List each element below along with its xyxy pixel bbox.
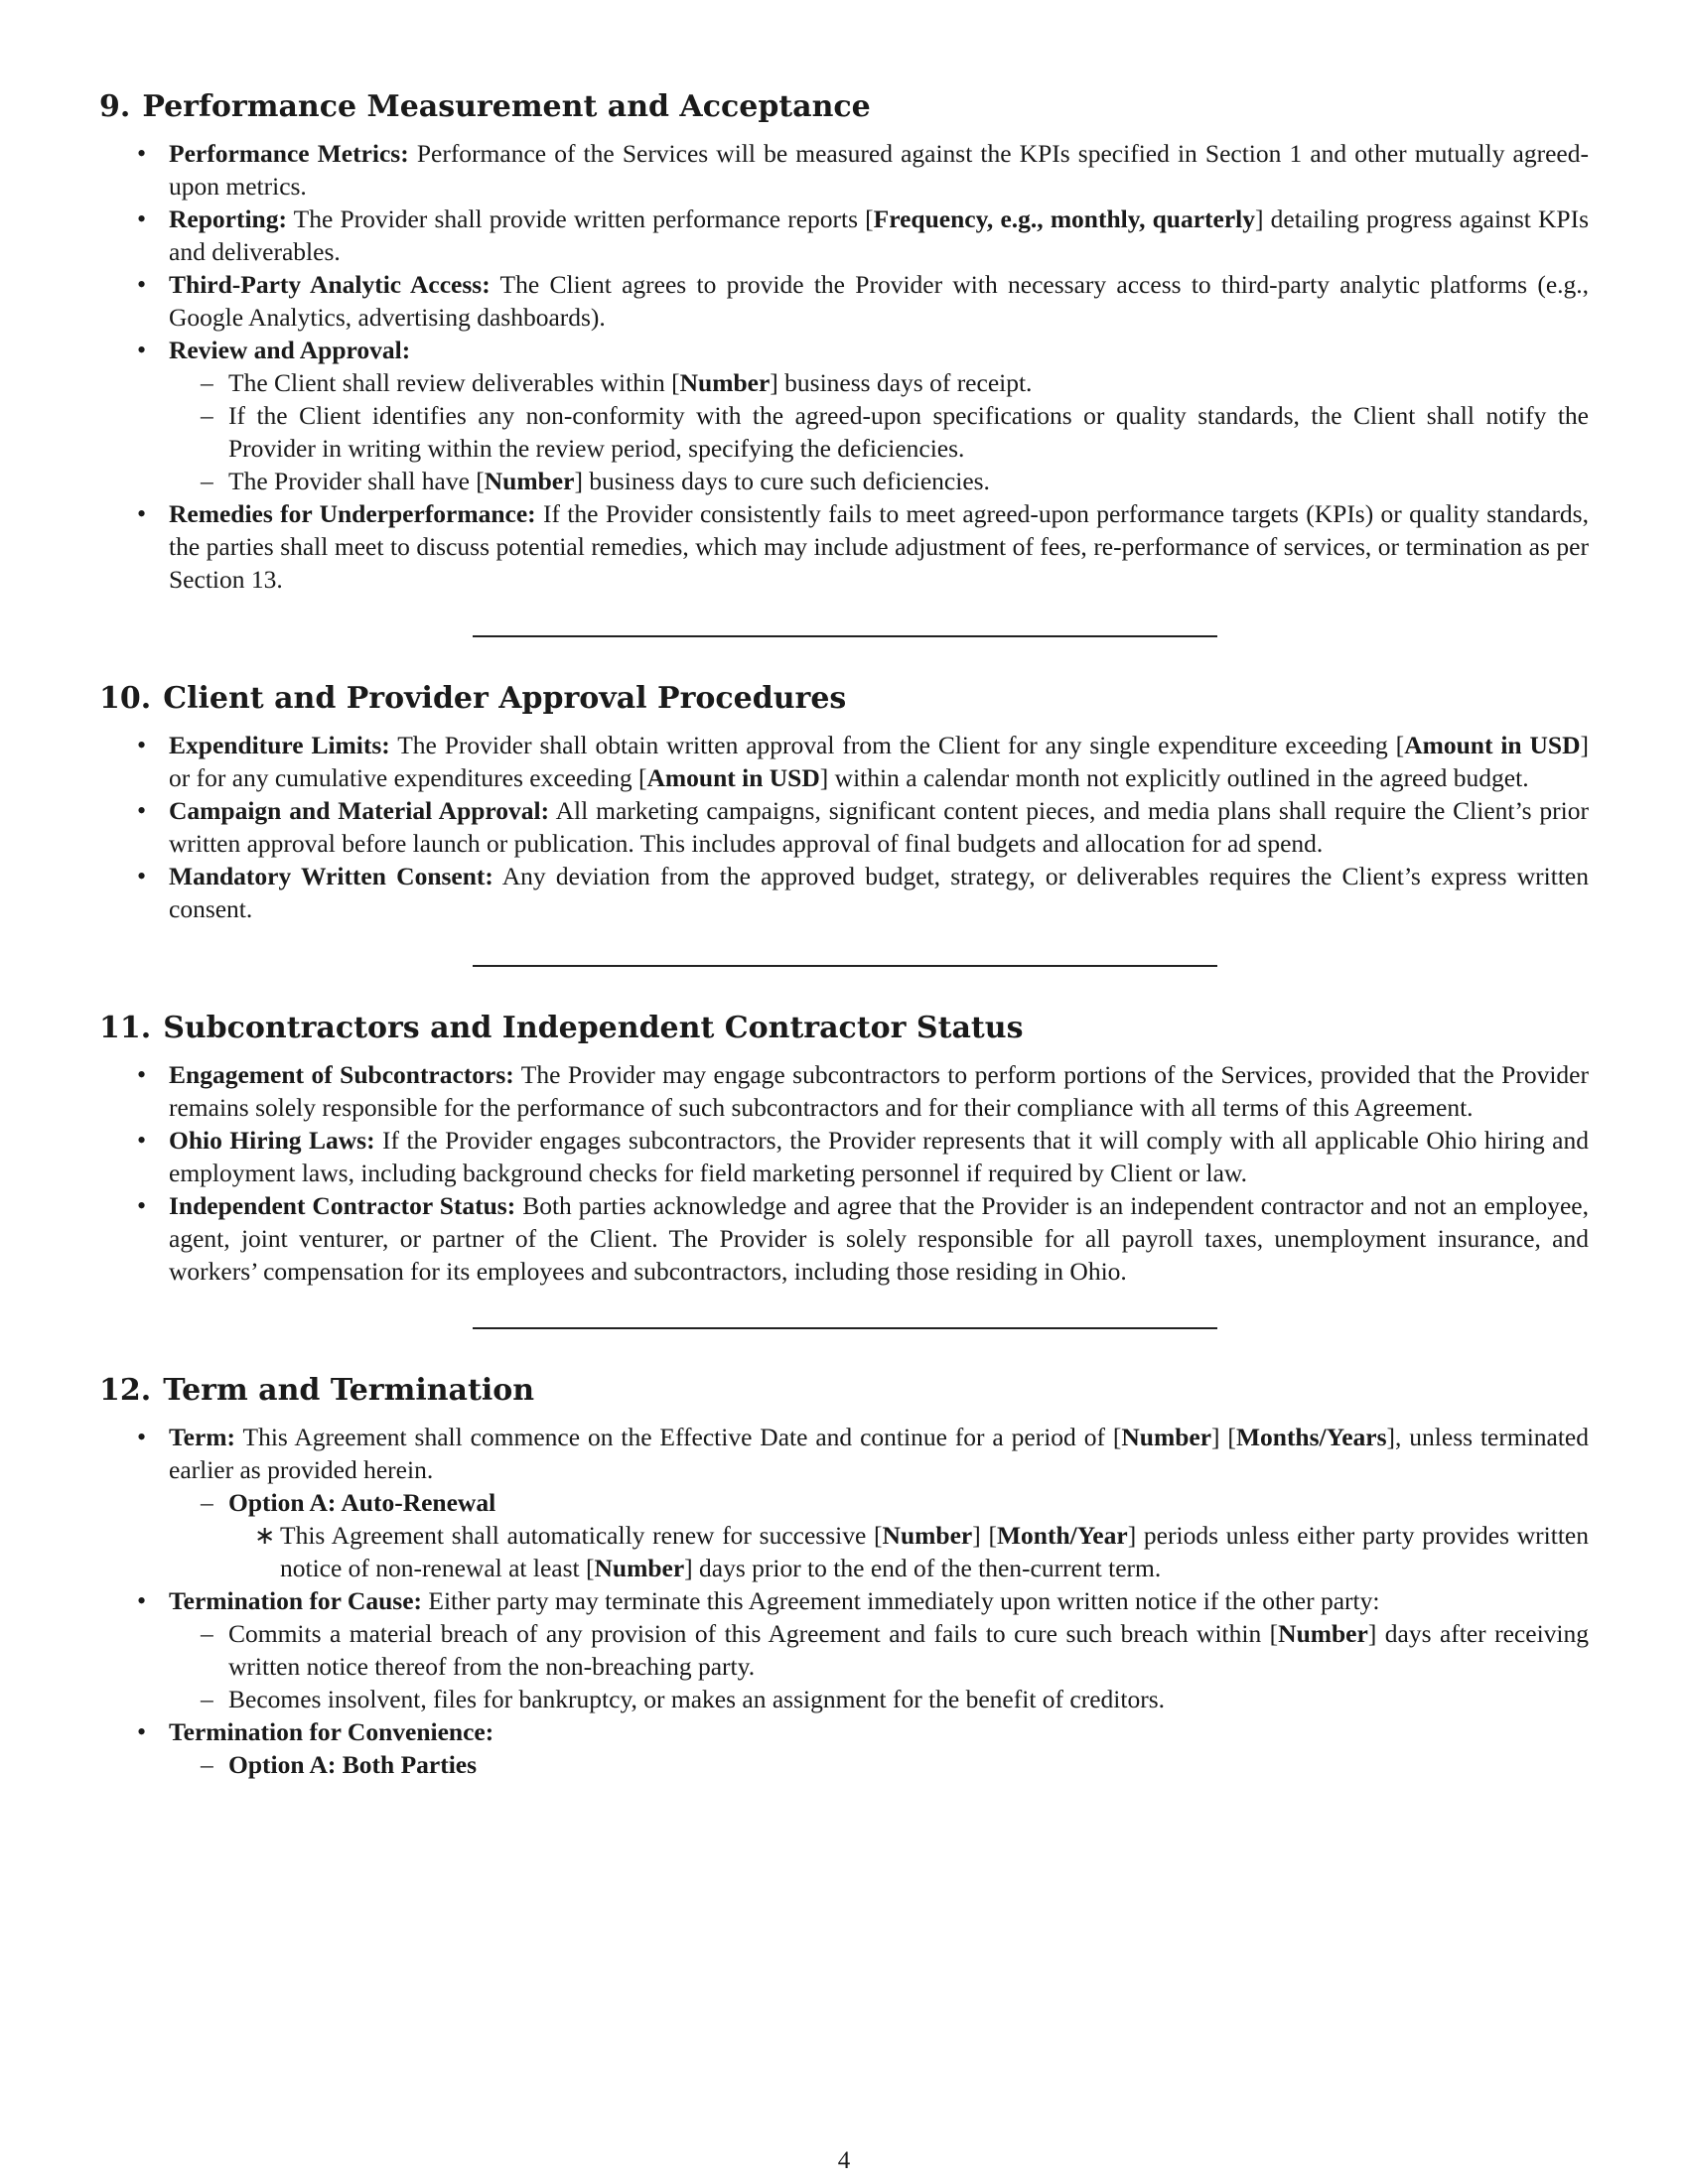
section-list [99, 729, 1589, 925]
section-12 [99, 1373, 1589, 1781]
section-list [99, 1421, 1589, 1781]
sub-list [169, 1617, 1589, 1715]
section-divider [473, 1327, 1217, 1329]
section-11 [99, 1011, 1589, 1288]
list-item: • Termination for Convenience: – Option A: Both Parties [99, 1715, 1589, 1781]
list-item: • Performance Metrics: Performance of the Services will be measured against the KPIs specified in Section 1 and other mutually agreed-upon metrics. [99, 137, 1589, 203]
sub-list [169, 366, 1589, 497]
section-list [99, 137, 1589, 596]
sub-sub-list [228, 1519, 1589, 1584]
sub-list-item: – The Client shall review deliverables within [Number] business days of receipt. [169, 366, 1589, 399]
list-item: • Review and Approval: – The Client shall review deliverables within [Number] business days of receipt. – If the Client identifies any non-conformity with the agreed-upon specifications or quality standards, the Client shall notify the Provider in writing within the review period, specifying the deficiencies. – The Provider shall have [Number] business days to cure such deficiencies. [99, 334, 1589, 497]
sub-list-item: – Option A: Auto-Renewal ∗ This Agreement shall automatically renew for successive [Number] [Month/Year] periods unless either party provides written notice of non-renewal at least [Number] days prior to the end of the then-current term. [169, 1486, 1589, 1584]
section-heading: 12. Term and Termination [99, 1373, 535, 1408]
page-number: 4 [837, 2147, 851, 2174]
list-item: • Independent Contractor Status: Both parties acknowledge and agree that the Provider is an independent contractor and not an employee, agent, joint venturer, or partner of the Client. The Provider is solely responsible for all payroll taxes, unemployment insurance, and workers’ compensation for its employees and subcontractors, including those residing in Ohio. [99, 1189, 1589, 1288]
sub-list-item: – Commits a material breach of any provision of this Agreement and fails to cure such breach within [Number] days after receiving written notice thereof from the non-breaching party. [169, 1617, 1589, 1683]
list-item: • Remedies for Underperformance: If the Provider consistently fails to meet agreed-upon performance targets (KPIs) or quality standards, the parties shall meet to discuss potential remedies, which may include adjustment of fees, re-performance of services, or termination as per Section 13. [99, 497, 1589, 596]
list-item: • Campaign and Material Approval: All marketing campaigns, significant content pieces, and media plans shall require the Client’s prior written approval before launch or publication. This includes approval of final budgets and allocation for ad spend. [99, 794, 1589, 860]
document-page [99, 89, 1589, 1781]
list-item: • Mandatory Written Consent: Any deviation from the approved budget, strategy, or deliverables requires the Client’s express written consent. [99, 860, 1589, 925]
section-10 [99, 681, 1589, 925]
list-item: • Term: This Agreement shall commence on the Effective Date and continue for a period of [Number] [Months/Years], unless terminated earlier as provided herein. – Option A: Auto-Renewal ∗ This Agreement shall automatically renew for successive [Number] [Month/Year] periods unless either party provides written notice of non-renewal at least [Number] days prior to the end of the then-current term. [99, 1421, 1589, 1584]
list-item: • Ohio Hiring Laws: If the Provider engages subcontractors, the Provider represents that it will comply with all applicable Ohio hiring and employment laws, including background checks for field marketing personnel if required by Client or law. [99, 1124, 1589, 1189]
section-divider [473, 635, 1217, 637]
section-9 [99, 89, 1589, 596]
section-heading: 10. Client and Provider Approval Procedures [99, 681, 847, 716]
list-item: • Engagement of Subcontractors: The Provider may engage subcontractors to perform portions of the Services, provided that the Provider remains solely responsible for the performance of such subcontractors and for their compliance with all terms of this Agreement. [99, 1058, 1589, 1124]
sub-list-item: – The Provider shall have [Number] business days to cure such deficiencies. [169, 465, 1589, 497]
list-item: • Third-Party Analytic Access: The Client agrees to provide the Provider with necessary access to third-party analytic platforms (e.g., Google Analytics, advertising dashboards). [99, 268, 1589, 334]
sub-list-item: – Becomes insolvent, files for bankruptcy, or makes an assignment for the benefit of creditors. [169, 1683, 1589, 1715]
sub-sub-list-item: ∗ This Agreement shall automatically renew for successive [Number] [Month/Year] periods unless either party provides written notice of non-renewal at least [Number] days prior to the end of the then-current term. [228, 1519, 1589, 1584]
section-list [99, 1058, 1589, 1288]
list-item: • Termination for Cause: Either party may terminate this Agreement immediately upon written notice if the other party: – Commits a material breach of any provision of this Agreement and fails to cure such breach within [Number] days after receiving written notice thereof from the non-breaching party. – Becomes insolvent, files for bankruptcy, or makes an assignment for the benefit of creditors. [99, 1584, 1589, 1715]
sub-list-item: – If the Client identifies any non-conformity with the agreed-upon specifications or quality standards, the Client shall notify the Provider in writing within the review period, specifying the deficiencies. [169, 399, 1589, 465]
sub-list [169, 1486, 1589, 1584]
sub-list-item: – Option A: Both Parties [169, 1748, 1589, 1781]
section-heading: 9. Performance Measurement and Acceptance [99, 89, 871, 124]
section-divider [473, 965, 1217, 967]
list-item: • Reporting: The Provider shall provide written performance reports [Frequency, e.g., monthly, quarterly] detailing progress against KPIs and deliverables. [99, 203, 1589, 268]
section-heading: 11. Subcontractors and Independent Contractor Status [99, 1011, 1024, 1045]
list-item: • Expenditure Limits: The Provider shall obtain written approval from the Client for any single expenditure exceeding [Amount in USD] or for any cumulative expenditures exceeding [Amount in USD] within a calendar month not explicitly outlined in the agreed budget. [99, 729, 1589, 794]
sub-list [169, 1748, 1589, 1781]
